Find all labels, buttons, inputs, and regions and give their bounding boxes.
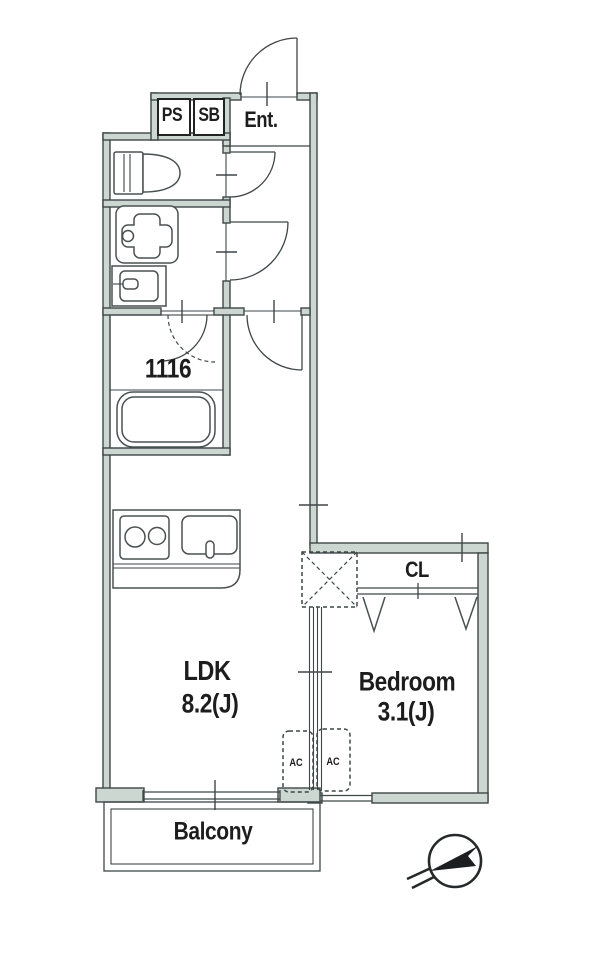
toilet-icon xyxy=(114,152,180,194)
kitchen-faucet-icon xyxy=(206,541,214,558)
label-ldk-area: 8.2(J) xyxy=(181,688,239,719)
vanity-sink-icon xyxy=(112,266,166,306)
label-entrance: Ent. xyxy=(244,107,278,132)
wall-ldk-bottom-left xyxy=(96,788,144,802)
kitchen-counter xyxy=(113,510,240,588)
label-ldk: LDK xyxy=(183,655,231,686)
washer-drain xyxy=(123,231,134,242)
stove-burner-icon xyxy=(125,527,145,547)
entrance-door-arc xyxy=(240,38,297,95)
washer-pan-icon xyxy=(116,206,178,263)
closet-front xyxy=(357,583,478,631)
wall-hall-seg3 xyxy=(223,281,230,455)
closet-fold-door-icon xyxy=(363,597,385,631)
wall-bathroom-top-b xyxy=(214,308,244,315)
label-unit-bath-size: 1116 xyxy=(144,353,192,384)
kitchen-counter-edge xyxy=(113,564,240,568)
pipe-shaft-cross xyxy=(302,552,357,607)
ldk-balcony-window xyxy=(143,790,280,801)
wall-top-toilet xyxy=(103,133,158,140)
corridor-door-arc xyxy=(247,315,302,370)
wall-bathroom-bottom xyxy=(103,448,230,455)
wall-corridor-seg xyxy=(301,308,310,315)
wall-right-upper xyxy=(310,93,317,545)
label-balcony: Balcony xyxy=(173,817,253,846)
kitchen-counter-outline xyxy=(113,510,240,588)
label-closet: CL xyxy=(405,557,429,582)
wall-bedroom-bottom xyxy=(372,793,488,803)
closet-fold-door-icon xyxy=(455,597,477,629)
north-arrow-icon xyxy=(407,835,481,888)
bedroom-window xyxy=(320,796,372,802)
wall-bathroom-top-a xyxy=(103,308,161,315)
label-bedroom: Bedroom xyxy=(358,666,456,697)
pipe-shaft-x-icon xyxy=(302,552,357,607)
toilet-bowl xyxy=(143,154,180,192)
wall-bedroom-right xyxy=(478,553,488,801)
compass-needle xyxy=(430,846,478,871)
label-shoe-box: SB xyxy=(198,105,220,126)
label-bedroom-area: 3.1(J) xyxy=(377,696,435,727)
stove-burner-icon xyxy=(149,528,166,545)
windows xyxy=(143,790,372,801)
vanity-faucet xyxy=(123,279,138,289)
wall-left xyxy=(103,133,110,792)
label-pipe-space: PS xyxy=(161,105,183,126)
toilet-tank xyxy=(114,152,143,194)
bathtub-outer xyxy=(117,392,215,447)
label-ac-right: AC xyxy=(326,756,340,768)
bathtub-icon xyxy=(117,392,215,447)
washroom-door-arc xyxy=(230,222,288,280)
label-ac-left: AC xyxy=(289,757,303,769)
closet-front-line xyxy=(357,583,478,599)
sliding-partition xyxy=(310,607,322,790)
